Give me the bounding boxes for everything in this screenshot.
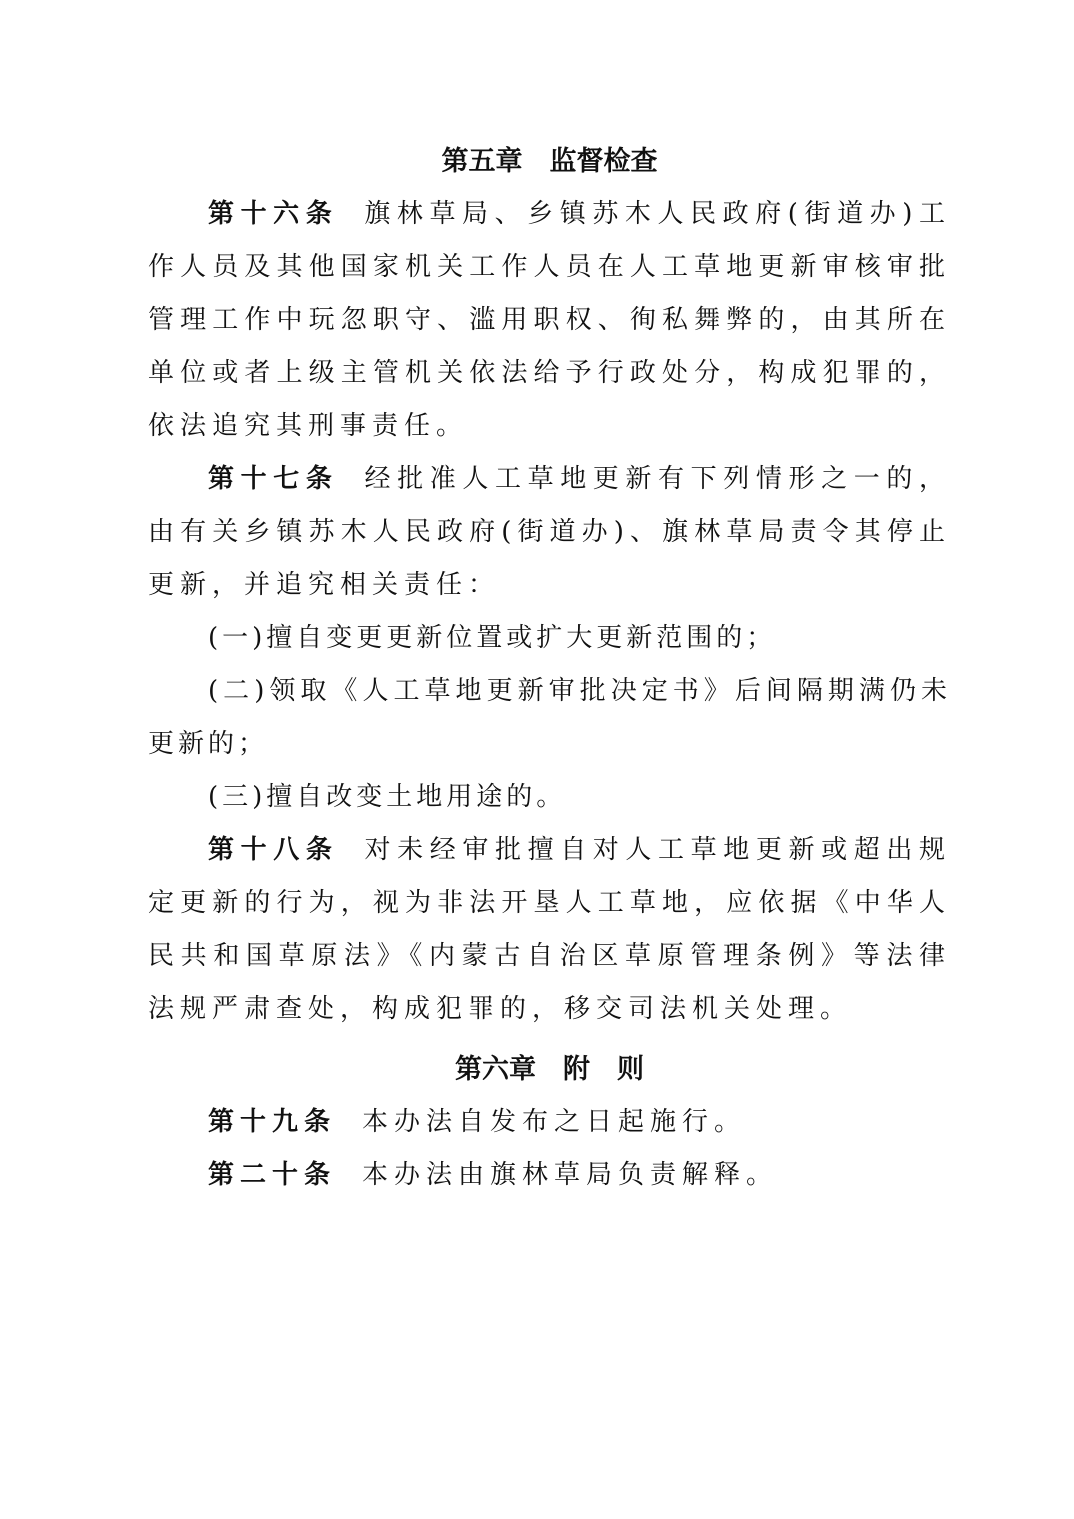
article-20-text: 本办法由旗林草局负责解释。 xyxy=(362,1160,779,1190)
article-18-text: 对未经审批擅自对人工草地更新或超出规定更新的行为，视为非法开垦人工草地，应依据《中华人民共和国草原法》《内蒙古自治区草原管理条例》等法律法规严肃查处，构成犯罪的，移交司法机关处理。 xyxy=(148,835,951,1024)
article-18-number: 第十八条 xyxy=(208,835,339,865)
article-16-text: 旗林草局、乡镇苏木人民政府(街道办)工作人员及其他国家机关工作人员在人工草地更新审核审批管理工作中玩忽职守、滥用职权、徇私舞弊的，由其所在单位或者上级主管机关依法给予行政处分，构成犯罪的，依法追究其刑事责任。 xyxy=(148,199,951,441)
chapter-6-heading: 第六章 附 则 xyxy=(455,1054,644,1085)
article-17-item-1: (一)擅自变更更新位置或扩大更新范围的； xyxy=(208,623,777,653)
document-body xyxy=(148,136,951,1202)
article-17-item-2: (二)领取《人工草地更新审批决定书》后间隔期满仍未更新的； xyxy=(148,676,951,759)
article-20-number: 第二十条 xyxy=(208,1160,337,1190)
article-16 xyxy=(148,188,951,453)
article-17-item-3: (三)擅自改变土地用途的。 xyxy=(208,782,567,812)
article-16-number: 第十六条 xyxy=(208,199,339,229)
article-20 xyxy=(148,1149,951,1202)
article-19-number: 第十九条 xyxy=(208,1107,337,1137)
article-17-number: 第十七条 xyxy=(208,464,339,494)
article-18 xyxy=(148,824,951,1036)
article-17 xyxy=(148,453,951,612)
chapter-5-heading: 第五章 监督检查 xyxy=(441,146,658,177)
article-19 xyxy=(148,1096,951,1149)
article-19-text: 本办法自发布之日起施行。 xyxy=(362,1107,747,1137)
article-17-text: 经批准人工草地更新有下列情形之一的，由有关乡镇苏木人民政府(街道办)、旗林草局责令其停止更新，并追究相关责任： xyxy=(148,464,951,600)
